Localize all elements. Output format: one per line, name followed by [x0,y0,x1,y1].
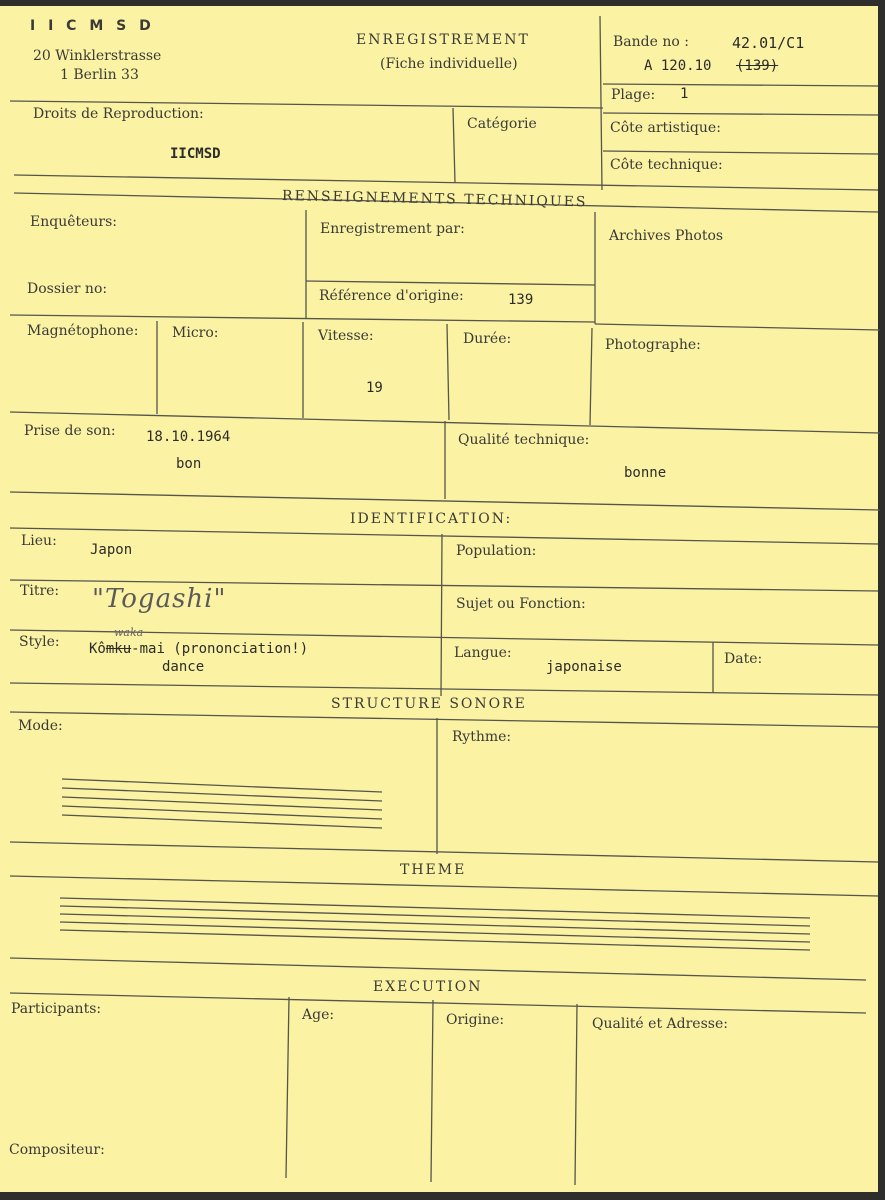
org-name: I I C M S D [30,18,155,34]
style-value-line2: dance [162,659,205,675]
plage-value: 1 [680,86,689,102]
style-insert-handwritten: waka [114,626,144,639]
compositeur-label: Compositeur: [9,1142,105,1158]
qualite-technique-label: Qualité technique: [458,432,590,448]
bande-struck-value: (139) [736,58,779,74]
enregistrement-par-label: Enregistrement par: [320,221,465,237]
dossier-label: Dossier no: [27,281,108,297]
lieu-label: Lieu: [21,533,57,549]
style-value [89,641,308,657]
vitesse-value: 19 [366,380,383,396]
bande-value-2: A 120.10 [644,58,712,74]
droits-label: Droits de Reproduction: [33,106,204,122]
population-label: Population: [456,543,537,559]
style-struck: mku [105,641,132,657]
participants-label: Participants: [11,1001,102,1017]
cote-artistique-label: Côte artistique: [610,120,721,136]
style-prefix: Kô [89,641,106,657]
prise-de-son-value: bon [176,456,202,472]
date-label: Date: [724,651,763,667]
prise-de-son-label: Prise de son: [24,423,116,439]
mode-label: Mode: [18,718,63,734]
vitesse-label: Vitesse: [318,328,374,344]
langue-value: japonaise [546,659,622,675]
cote-technique-label: Côte technique: [610,157,723,173]
rythme-label: Rythme: [452,729,512,745]
duree-label: Durée: [463,331,512,347]
address-street: 20 Winklerstrasse [33,48,162,64]
prise-de-son-date: 18.10.1964 [146,429,231,445]
bande-label: Bande no : [613,34,689,50]
section-renseignements: RENSEIGNEMENTS TECHNIQUES [281,188,588,211]
age-label: Age: [302,1007,335,1023]
style-suffix: -mai (prononciation!) [131,641,309,657]
droits-value: IICMSD [170,146,221,162]
categorie-label: Catégorie [467,116,537,132]
qualite-adresse-label: Qualité et Adresse: [592,1016,728,1032]
enqueteurs-label: Enquêteurs: [30,214,118,230]
magnetophone-label: Magnétophone: [27,323,139,339]
archives-photos-label: Archives Photos [609,228,724,244]
section-structure-sonore: STRUCTURE SONORE [331,696,527,712]
section-theme: THEME [400,862,467,878]
titre-label: Titre: [20,583,60,599]
sujet-fonction-label: Sujet ou Fonction: [456,596,586,612]
reference-value: 139 [508,292,534,308]
qualite-technique-value: bonne [624,465,667,481]
photographe-label: Photographe: [605,337,701,353]
reference-label: Référence d'origine: [319,288,464,304]
langue-label: Langue: [454,645,512,661]
style-label: Style: [19,634,60,650]
lieu-value: Japon [90,542,133,558]
form-subtitle: (Fiche individuelle) [380,56,518,72]
bande-value: 42.01/C1 [732,34,805,52]
address-city: 1 Berlin 33 [60,67,139,83]
section-execution: EXECUTION [373,979,483,995]
section-identification: IDENTIFICATION: [350,511,513,527]
micro-label: Micro: [172,325,219,341]
form-title: ENREGISTREMENT [356,32,530,48]
origine-label: Origine: [446,1012,505,1028]
titre-value-handwritten: "Togashi" [92,584,227,614]
plage-label: Plage: [611,87,656,103]
